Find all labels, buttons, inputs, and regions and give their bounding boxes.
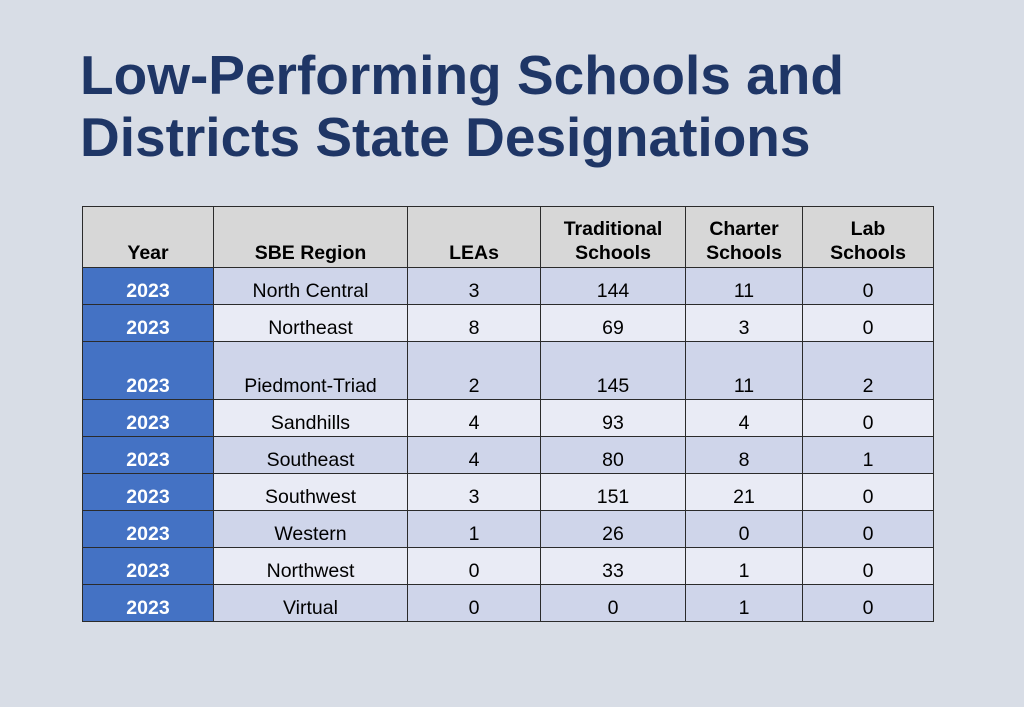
cell-year: 2023 bbox=[83, 268, 214, 305]
cell-lab: 0 bbox=[803, 511, 934, 548]
table-row bbox=[83, 511, 934, 548]
table-row bbox=[83, 400, 934, 437]
cell-leas: 0 bbox=[408, 548, 541, 585]
cell-region: North Central bbox=[214, 268, 408, 305]
designations-table bbox=[82, 206, 934, 622]
cell-leas: 4 bbox=[408, 437, 541, 474]
cell-traditional: 145 bbox=[541, 342, 686, 400]
cell-traditional: 144 bbox=[541, 268, 686, 305]
cell-lab: 2 bbox=[803, 342, 934, 400]
header-lab-schools: Lab Schools bbox=[803, 207, 934, 268]
cell-leas: 8 bbox=[408, 305, 541, 342]
cell-leas: 3 bbox=[408, 474, 541, 511]
cell-year: 2023 bbox=[83, 305, 214, 342]
cell-traditional: 0 bbox=[541, 585, 686, 622]
cell-traditional: 69 bbox=[541, 305, 686, 342]
header-year: Year bbox=[83, 207, 214, 268]
table-row bbox=[83, 342, 934, 400]
cell-year: 2023 bbox=[83, 437, 214, 474]
cell-year: 2023 bbox=[83, 474, 214, 511]
cell-region: Northeast bbox=[214, 305, 408, 342]
table-row bbox=[83, 585, 934, 622]
header-charter-schools: Charter Schools bbox=[686, 207, 803, 268]
cell-charter: 3 bbox=[686, 305, 803, 342]
cell-leas: 0 bbox=[408, 585, 541, 622]
table-row bbox=[83, 268, 934, 305]
cell-region: Piedmont-Triad bbox=[214, 342, 408, 400]
table-row bbox=[83, 305, 934, 342]
cell-lab: 1 bbox=[803, 437, 934, 474]
cell-lab: 0 bbox=[803, 548, 934, 585]
cell-year: 2023 bbox=[83, 585, 214, 622]
cell-charter: 8 bbox=[686, 437, 803, 474]
slide-title-line-2: Districts State Designations bbox=[80, 106, 811, 168]
cell-lab: 0 bbox=[803, 474, 934, 511]
table-row bbox=[83, 474, 934, 511]
table-header-row bbox=[83, 207, 934, 268]
slide-title bbox=[80, 44, 844, 168]
header-sbe-region: SBE Region bbox=[214, 207, 408, 268]
cell-leas: 2 bbox=[408, 342, 541, 400]
cell-leas: 3 bbox=[408, 268, 541, 305]
cell-year: 2023 bbox=[83, 548, 214, 585]
cell-year: 2023 bbox=[83, 511, 214, 548]
cell-charter: 1 bbox=[686, 548, 803, 585]
cell-lab: 0 bbox=[803, 400, 934, 437]
cell-charter: 0 bbox=[686, 511, 803, 548]
cell-charter: 11 bbox=[686, 268, 803, 305]
cell-traditional: 80 bbox=[541, 437, 686, 474]
cell-charter: 4 bbox=[686, 400, 803, 437]
header-leas: LEAs bbox=[408, 207, 541, 268]
cell-charter: 11 bbox=[686, 342, 803, 400]
cell-lab: 0 bbox=[803, 585, 934, 622]
header-traditional-schools: Traditional Schools bbox=[541, 207, 686, 268]
cell-region: Western bbox=[214, 511, 408, 548]
cell-lab: 0 bbox=[803, 268, 934, 305]
cell-traditional: 33 bbox=[541, 548, 686, 585]
table-row bbox=[83, 548, 934, 585]
cell-leas: 1 bbox=[408, 511, 541, 548]
cell-year: 2023 bbox=[83, 400, 214, 437]
cell-leas: 4 bbox=[408, 400, 541, 437]
cell-region: Northwest bbox=[214, 548, 408, 585]
cell-region: Southeast bbox=[214, 437, 408, 474]
slide-title-line-1: Low-Performing Schools and bbox=[80, 44, 844, 106]
cell-charter: 1 bbox=[686, 585, 803, 622]
cell-year: 2023 bbox=[83, 342, 214, 400]
cell-traditional: 93 bbox=[541, 400, 686, 437]
cell-region: Virtual bbox=[214, 585, 408, 622]
table-row bbox=[83, 437, 934, 474]
cell-region: Sandhills bbox=[214, 400, 408, 437]
cell-traditional: 151 bbox=[541, 474, 686, 511]
cell-lab: 0 bbox=[803, 305, 934, 342]
cell-traditional: 26 bbox=[541, 511, 686, 548]
cell-region: Southwest bbox=[214, 474, 408, 511]
cell-charter: 21 bbox=[686, 474, 803, 511]
